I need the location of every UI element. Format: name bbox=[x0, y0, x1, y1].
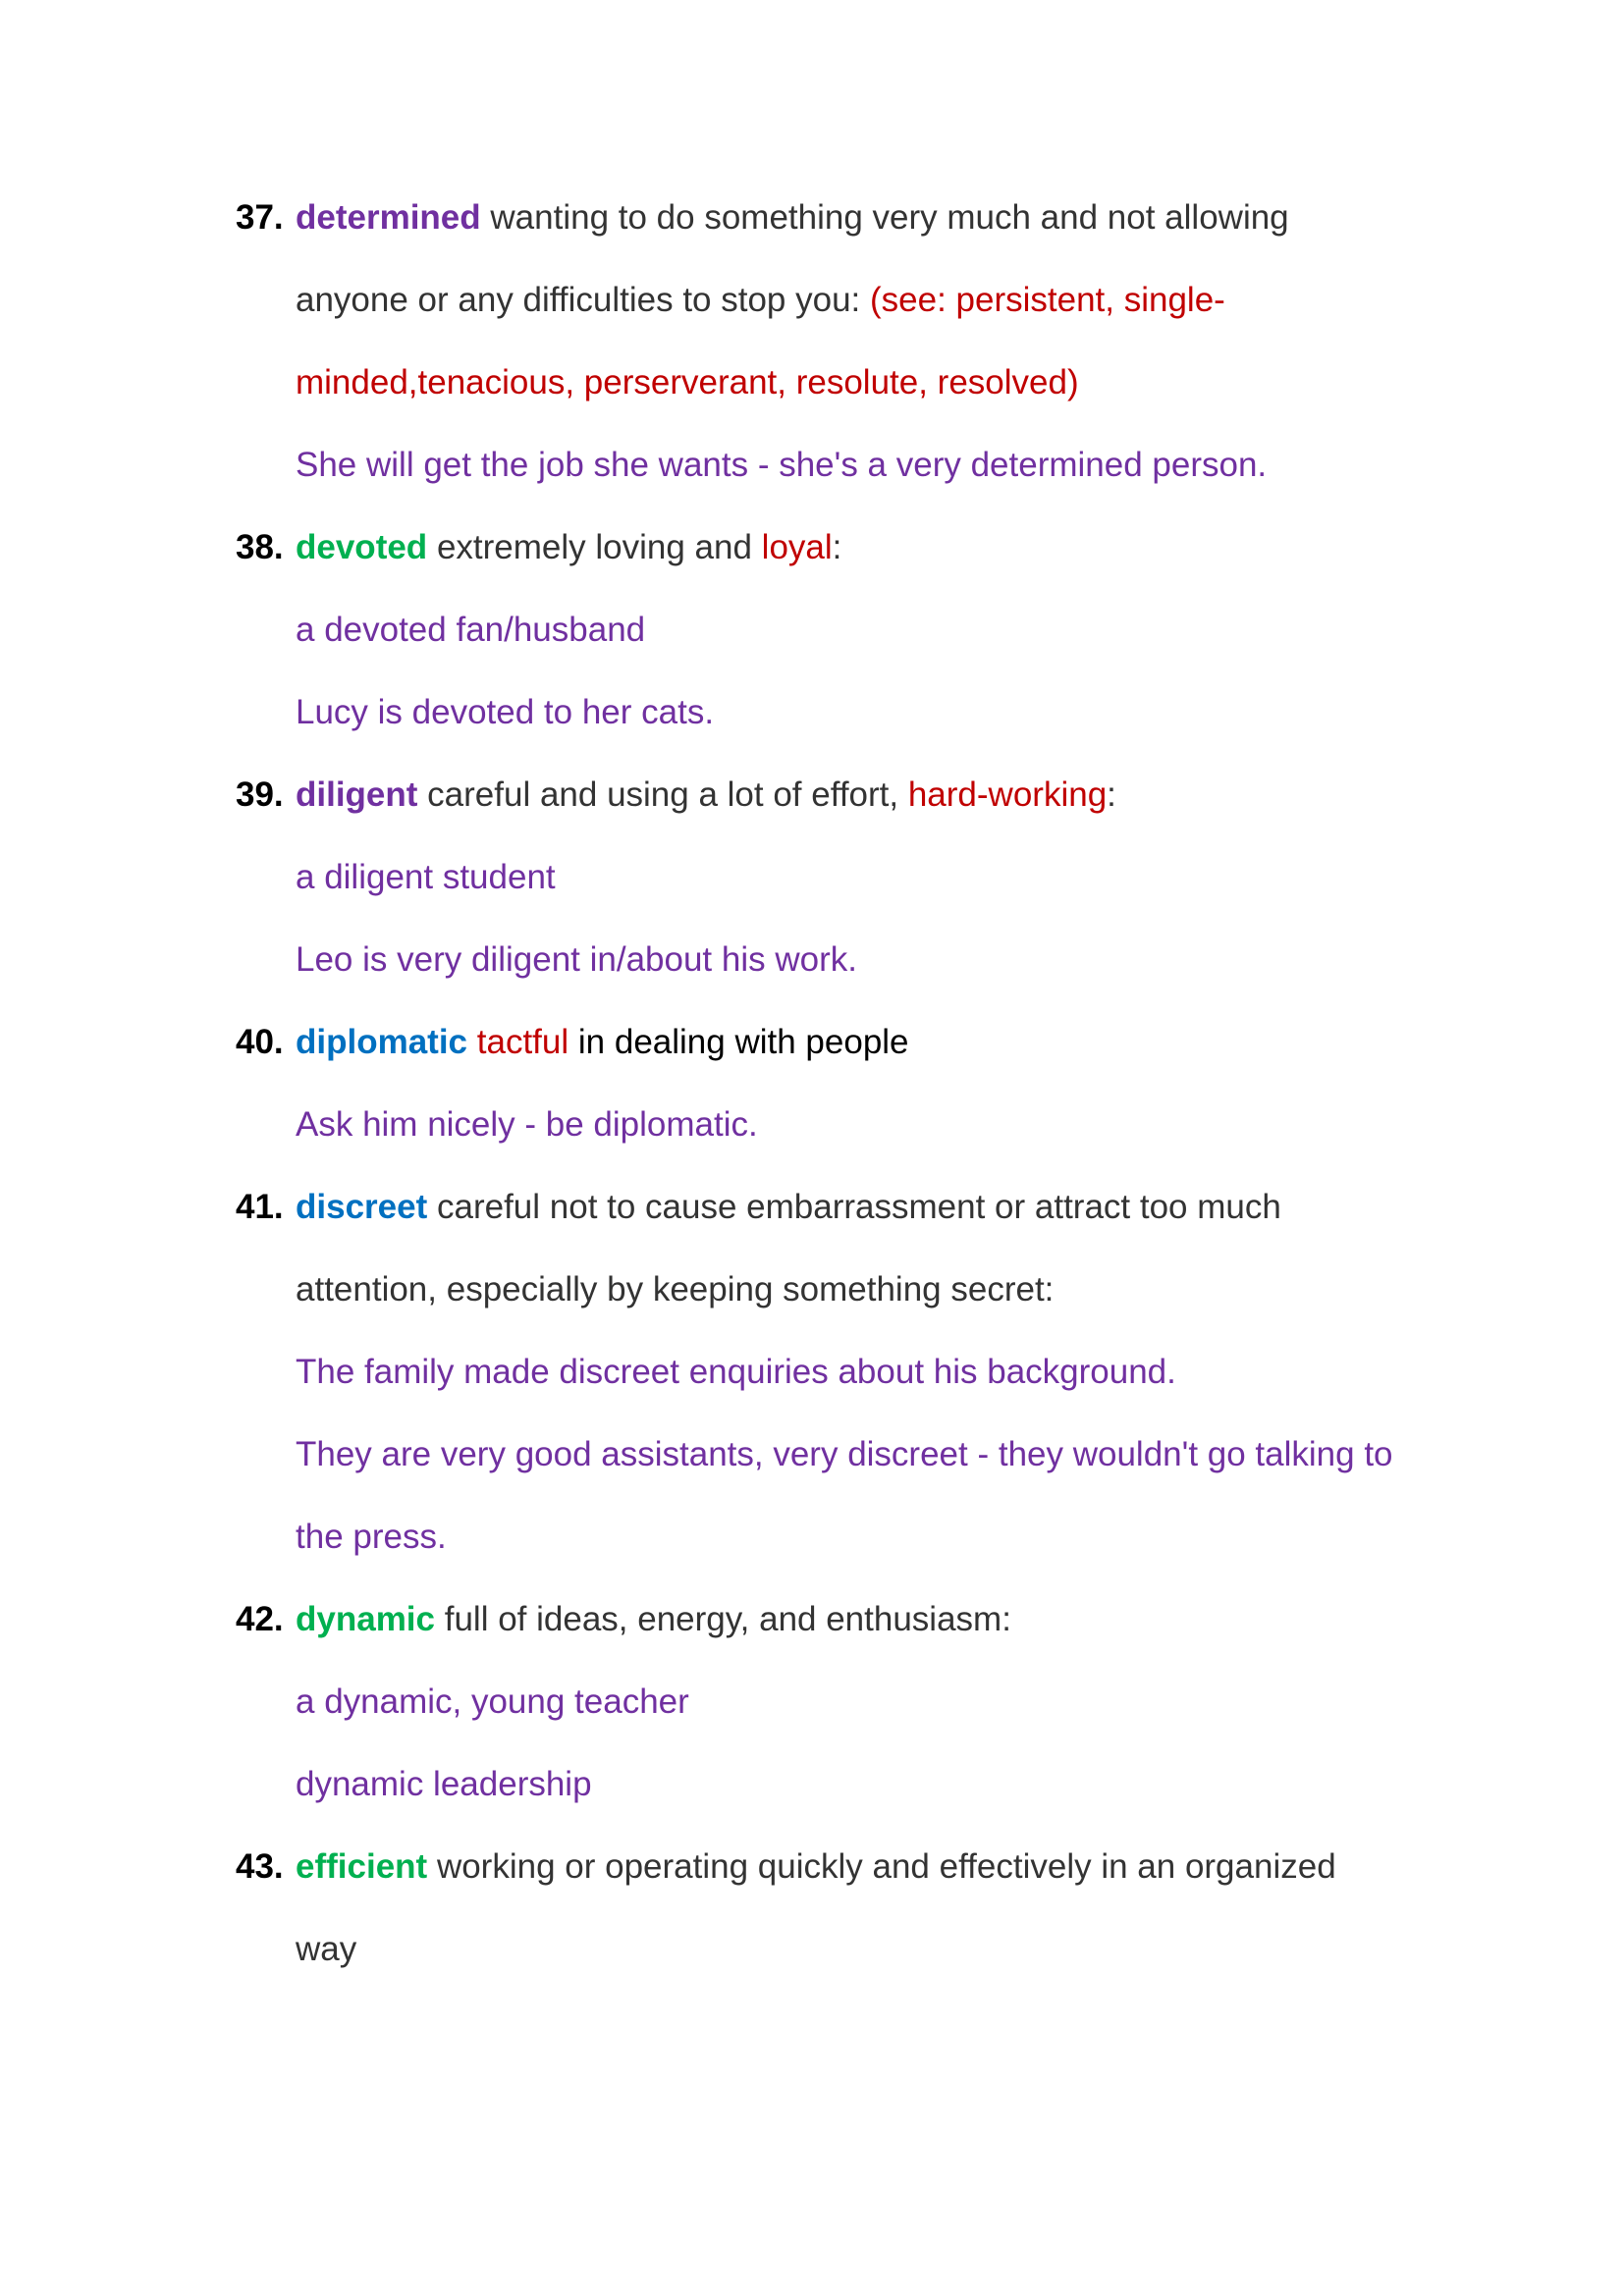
synonyms-text: minded,tenacious, perserverant, resolute, resolved) bbox=[296, 363, 1079, 401]
term-devoted: devoted bbox=[296, 528, 428, 566]
definition-text: anyone or any difficulties to stop you: bbox=[296, 281, 870, 319]
synonyms-text: (see: persistent, single- bbox=[870, 281, 1225, 319]
entry-number: 41. bbox=[236, 1188, 284, 1226]
entry-39-line-1 bbox=[296, 775, 1116, 815]
example-text: Ask him nicely - be diplomatic. bbox=[296, 1105, 758, 1144]
term-dynamic: dynamic bbox=[296, 1600, 435, 1638]
example-text: Leo is very diligent in/about his work. bbox=[296, 940, 857, 979]
definition-punctuation: : bbox=[832, 528, 842, 566]
example-text: the press. bbox=[296, 1518, 447, 1556]
synonym-highlight: loyal bbox=[761, 528, 833, 566]
example-text: dynamic leadership bbox=[296, 1765, 592, 1803]
term-diligent: diligent bbox=[296, 775, 418, 814]
entry-number: 37. bbox=[236, 198, 284, 237]
definition-text: careful and using a lot of effort, bbox=[427, 775, 908, 814]
example-text: a devoted fan/husband bbox=[296, 611, 646, 649]
entry-40-line-1 bbox=[296, 1023, 909, 1062]
entry-number: 39. bbox=[236, 775, 284, 814]
definition-text: way bbox=[296, 1930, 357, 1968]
entry-number: 38. bbox=[236, 528, 284, 566]
term-discreet: discreet bbox=[296, 1188, 428, 1226]
entry-42-line-1 bbox=[296, 1600, 1011, 1639]
entry-41-line-1 bbox=[296, 1188, 1281, 1227]
entry-37-line-2 bbox=[296, 281, 1225, 320]
example-text: She will get the job she wants - she's a very determined person. bbox=[296, 446, 1268, 484]
synonym-highlight: tactful bbox=[476, 1023, 569, 1061]
definition-text: working or operating quickly and effectively in an organized bbox=[436, 1847, 1336, 1886]
example-text: The family made discreet enquiries about his background. bbox=[296, 1353, 1176, 1391]
example-text: Lucy is devoted to her cats. bbox=[296, 693, 715, 731]
entry-37-line-1 bbox=[296, 198, 1289, 238]
definition-text: extremely loving and bbox=[436, 528, 762, 566]
example-text: a dynamic, young teacher bbox=[296, 1682, 689, 1721]
definition-text: in dealing with people bbox=[577, 1023, 909, 1061]
definition-punctuation: : bbox=[1107, 775, 1116, 814]
term-efficient: efficient bbox=[296, 1847, 428, 1886]
definition-text: wanting to do something very much and not allowing bbox=[490, 198, 1289, 237]
synonym-highlight: hard-working bbox=[907, 775, 1108, 814]
term-diplomatic: diplomatic bbox=[296, 1023, 468, 1061]
entry-43-line-1 bbox=[296, 1847, 1336, 1887]
term-determined: determined bbox=[296, 198, 481, 237]
example-text: a diligent student bbox=[296, 858, 556, 896]
entry-38-line-1 bbox=[296, 528, 841, 567]
definition-text: full of ideas, energy, and enthusiasm: bbox=[444, 1600, 1011, 1638]
entry-number: 42. bbox=[236, 1600, 284, 1638]
definition-text: attention, especially by keeping something secret: bbox=[296, 1270, 1055, 1308]
definition-text: careful not to cause embarrassment or attract too much bbox=[436, 1188, 1281, 1226]
entry-number: 43. bbox=[236, 1847, 284, 1886]
entry-number: 40. bbox=[236, 1023, 284, 1061]
example-text: They are very good assistants, very discreet - they wouldn't go talking to bbox=[296, 1435, 1393, 1473]
